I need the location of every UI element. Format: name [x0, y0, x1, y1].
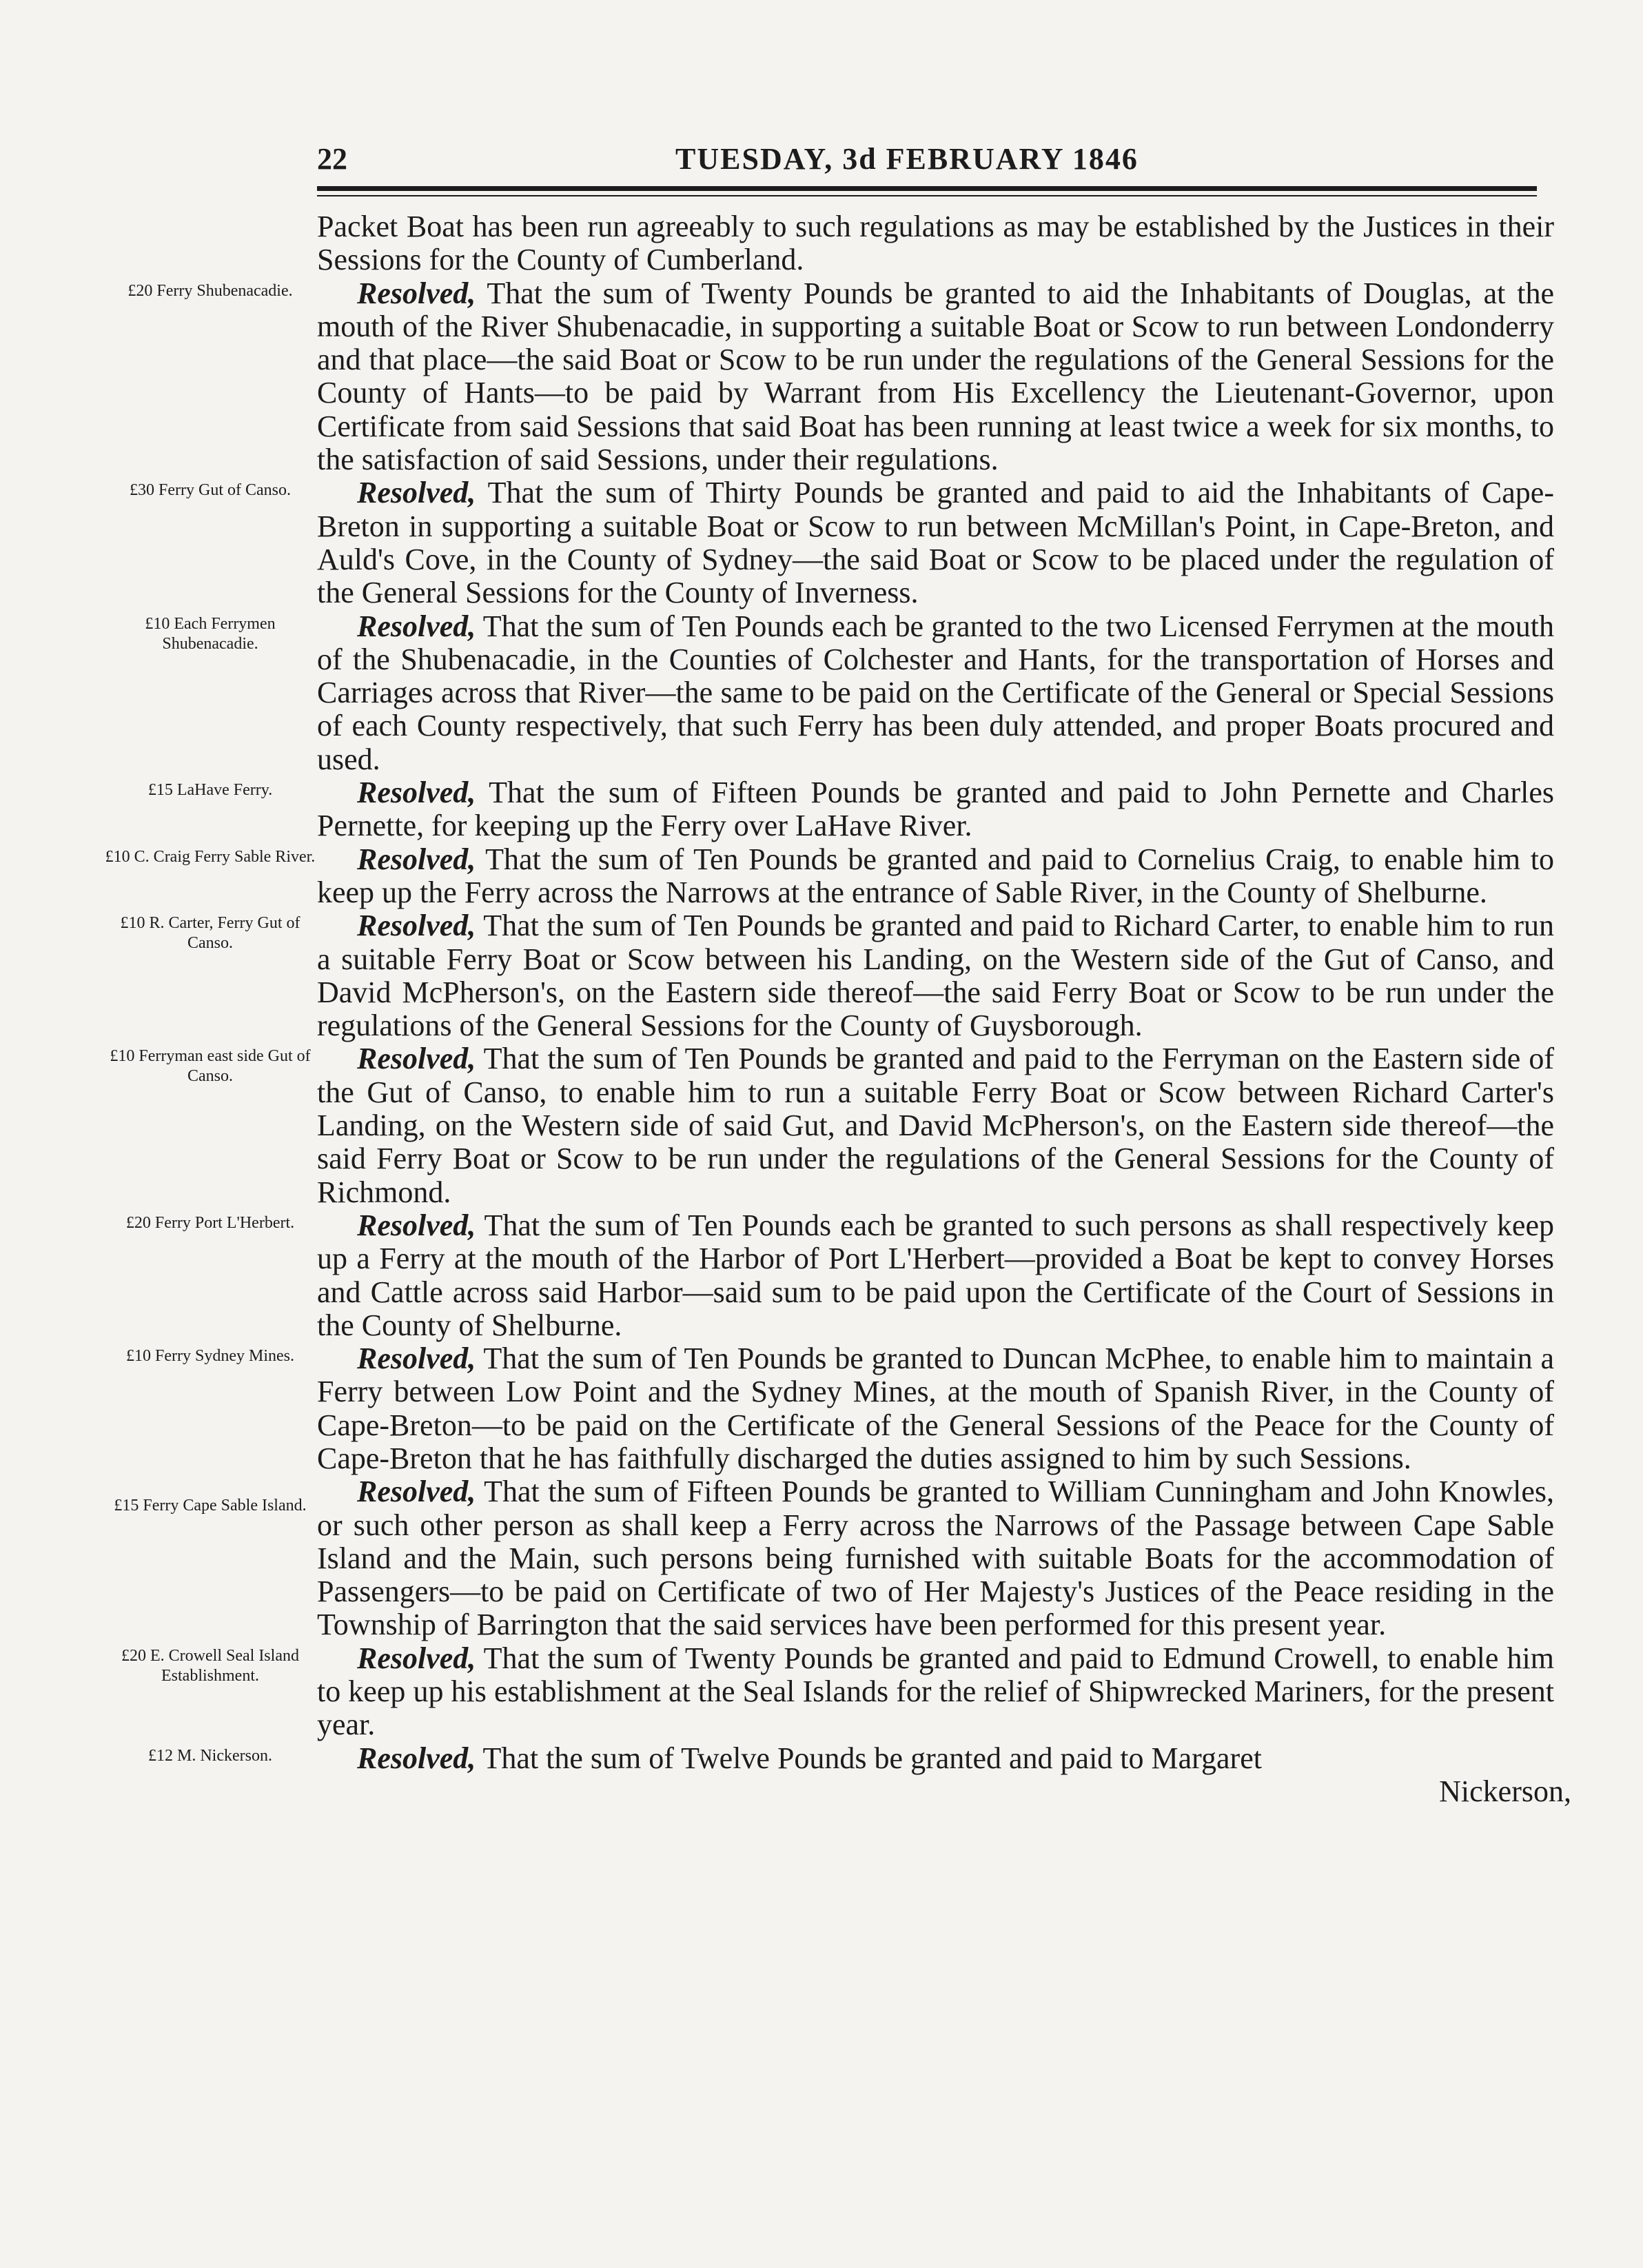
- paragraph-text: Packet Boat has been run agreeably to such regulations as may be established by the Justices in their Sessions for the County of Cumberland.: [317, 210, 1554, 277]
- margin-note: £15 Ferry Cape Sable Island.: [114, 1497, 307, 1515]
- paragraph-4: [0, 776, 1643, 843]
- paragraph-text: Resolved, That the sum of Twenty Pounds be granted and paid to Edmund Crowell, to enable him to keep up his establishment at the Seal Islands for the relief of Shipwrecked Mariners, for the present year.: [317, 1641, 1554, 1742]
- margin-note: £20 Ferry Shubenacadie.: [127, 281, 293, 300]
- paragraph-3: [0, 610, 1643, 776]
- paragraph-text: Resolved, That the sum of Ten Pounds each be granted to the two Licensed Ferrymen at the mouth of the Shubenacadie, in the Counties of Colchester and Hants, for the transportation of Horses and Carriages across that River—the same to be paid on the Certificate of the General or Special Sessions of each County respectively, that such Ferry has been duly attended, and proper Boats procured and used.: [317, 609, 1554, 776]
- resolved-label: Resolved,: [357, 909, 476, 943]
- catchword: Nickerson,: [1439, 1774, 1571, 1808]
- margin-note: £10 Ferryman east side Gut of Canso.: [110, 1047, 311, 1086]
- paragraph-text: Resolved, That the sum of Twelve Pounds be granted and paid to Margaret: [357, 1741, 1262, 1775]
- header-rule-thick: [317, 186, 1537, 191]
- resolved-label: Resolved,: [357, 1641, 476, 1675]
- resolved-label: Resolved,: [357, 476, 476, 510]
- page-body: [0, 210, 1643, 1811]
- paragraph-text: Resolved, That the sum of Ten Pounds each be granted to such persons as shall respectively keep up a Ferry at the mouth of the Harbor of Port L'Herbert—provided a Boat be kept to convey Horses and Cattle across said Harbor—said sum to be paid upon the Certificate of the Court of Sessions in the County of Shelburne.: [317, 1208, 1554, 1342]
- paragraph-0: [0, 210, 1643, 277]
- paragraph-6: [0, 909, 1643, 1042]
- paragraph-text: Resolved, That the sum of Fifteen Pounds be granted to William Cunningham and John Knowles, or such other person as shall keep a Ferry across the Narrows of the Passage between Cape Sable Island and the Main, such persons being furnished with suitable Boats for the accommodation of Passengers—to be paid on Certificate of two of Her Majesty's Justices of the Peace residing in the Township of Barrington that the said services have been performed for this present year.: [317, 1475, 1554, 1642]
- catchword-line: [0, 1775, 1643, 1811]
- margin-note: £20 E. Crowell Seal Island Establishment.: [121, 1646, 299, 1685]
- resolved-label: Resolved,: [357, 276, 476, 310]
- paragraph-10: [0, 1475, 1643, 1641]
- header-rule-thin: [317, 195, 1537, 196]
- paragraph-text: Resolved, That the sum of Ten Pounds be granted and paid to Richard Carter, to enable him to run a suitable Ferry Boat or Scow between his Landing, on the Western side of the Gut of Canso, and David McPherson's, on the Eastern side thereof—the said Ferry Boat or Scow to be run under the regulations of the General Sessions for the County of Guysborough.: [317, 909, 1554, 1043]
- resolved-label: Resolved,: [357, 1475, 476, 1509]
- paragraph-text: Resolved, That the sum of Ten Pounds be granted and paid to the Ferryman on the Eastern side of the Gut of Canso, to enable him to run a suitable Ferry Boat or Scow between Richard Carter's Landing, on the Western side of said Gut, and David McPherson's, on the Eastern side thereof—the said Ferry Boat or Scow to be run under the regulations of the General Sessions for the County of Richmond.: [317, 1042, 1554, 1209]
- paragraph-text: Resolved, That the sum of Ten Pounds be granted to Duncan McPhee, to enable him to maintain a Ferry between Low Point and the Sydney Mines, at the mouth of Spanish River, in the County of Cape-Breton—to be paid on the Certificate of the General Sessions of the Peace for the County of Cape-Breton that he has faithfully discharged the duties assigned to him by such Sessions.: [317, 1341, 1554, 1475]
- resolved-label: Resolved,: [357, 1208, 476, 1242]
- paragraph-11: [0, 1642, 1643, 1742]
- paragraph-12: [0, 1742, 1643, 1775]
- paragraph-5: [0, 843, 1643, 910]
- resolved-label: Resolved,: [357, 1042, 476, 1076]
- paragraph-2: [0, 476, 1643, 609]
- page-number: 22: [317, 142, 347, 176]
- paragraph-text: Resolved, That the sum of Twenty Pounds be granted to aid the Inhabitants of Douglas, at the mouth of the River Shubenacadie, in supporting a suitable Boat or Scow to run between Londonderry and that place—the said Boat or Scow to be run under the regulations of the General Sessions for the County of Hants—to be paid by Warrant from His Excellency the Lieutenant-Governor, upon Certificate from said Sessions that said Boat has been running at least twice a week for six months, to the satisfaction of said Sessions, under their regulations.: [317, 276, 1554, 477]
- margin-note: £10 R. Carter, Ferry Gut of Canso.: [120, 914, 300, 953]
- margin-note: £30 Ferry Gut of Canso.: [130, 481, 291, 500]
- paragraph-1: [0, 277, 1643, 477]
- margin-note: £10 C. Craig Ferry Sable River.: [105, 847, 316, 866]
- margin-note: £20 Ferry Port L'Herbert.: [125, 1213, 295, 1232]
- resolved-label: Resolved,: [357, 1741, 476, 1775]
- paragraph-text: Resolved, That the sum of Thirty Pounds be granted and paid to aid the Inhabitants of Cape-Breton in supporting a suitable Boat or Scow to run between McMillan's Point, in Cape-Breton, and Auld's Cove, in the County of Sydney—the said Boat or Scow to be placed under the regulation of the General Sessions for the County of Inverness.: [317, 476, 1554, 610]
- paragraph-9: [0, 1342, 1643, 1475]
- margin-note: £15 LaHave Ferry.: [147, 781, 273, 800]
- margin-note: £12 M. Nickerson.: [148, 1746, 272, 1765]
- paragraph-7: [0, 1042, 1643, 1208]
- running-head-date: TUESDAY, 3d FEBRUARY 1846: [675, 142, 1139, 176]
- margin-note: £10 Each Ferrymen Shubenacadie.: [145, 614, 276, 653]
- resolved-label: Resolved,: [357, 609, 476, 643]
- resolved-label: Resolved,: [357, 1341, 476, 1376]
- resolved-label: Resolved,: [357, 842, 476, 876]
- paragraph-text: Resolved, That the sum of Ten Pounds be granted and paid to Cornelius Craig, to enable him to keep up the Ferry across the Narrows at the entrance of Sable River, in the County of Shelburne.: [317, 842, 1554, 909]
- margin-note: £10 Ferry Sydney Mines.: [126, 1347, 294, 1366]
- page-header: [317, 141, 1571, 183]
- resolved-label: Resolved,: [357, 776, 476, 810]
- paragraph-8: [0, 1209, 1643, 1342]
- paragraph-text: Resolved, That the sum of Fifteen Pounds be granted and paid to John Pernette and Charles Pernette, for keeping up the Ferry over LaHave River.: [317, 776, 1554, 843]
